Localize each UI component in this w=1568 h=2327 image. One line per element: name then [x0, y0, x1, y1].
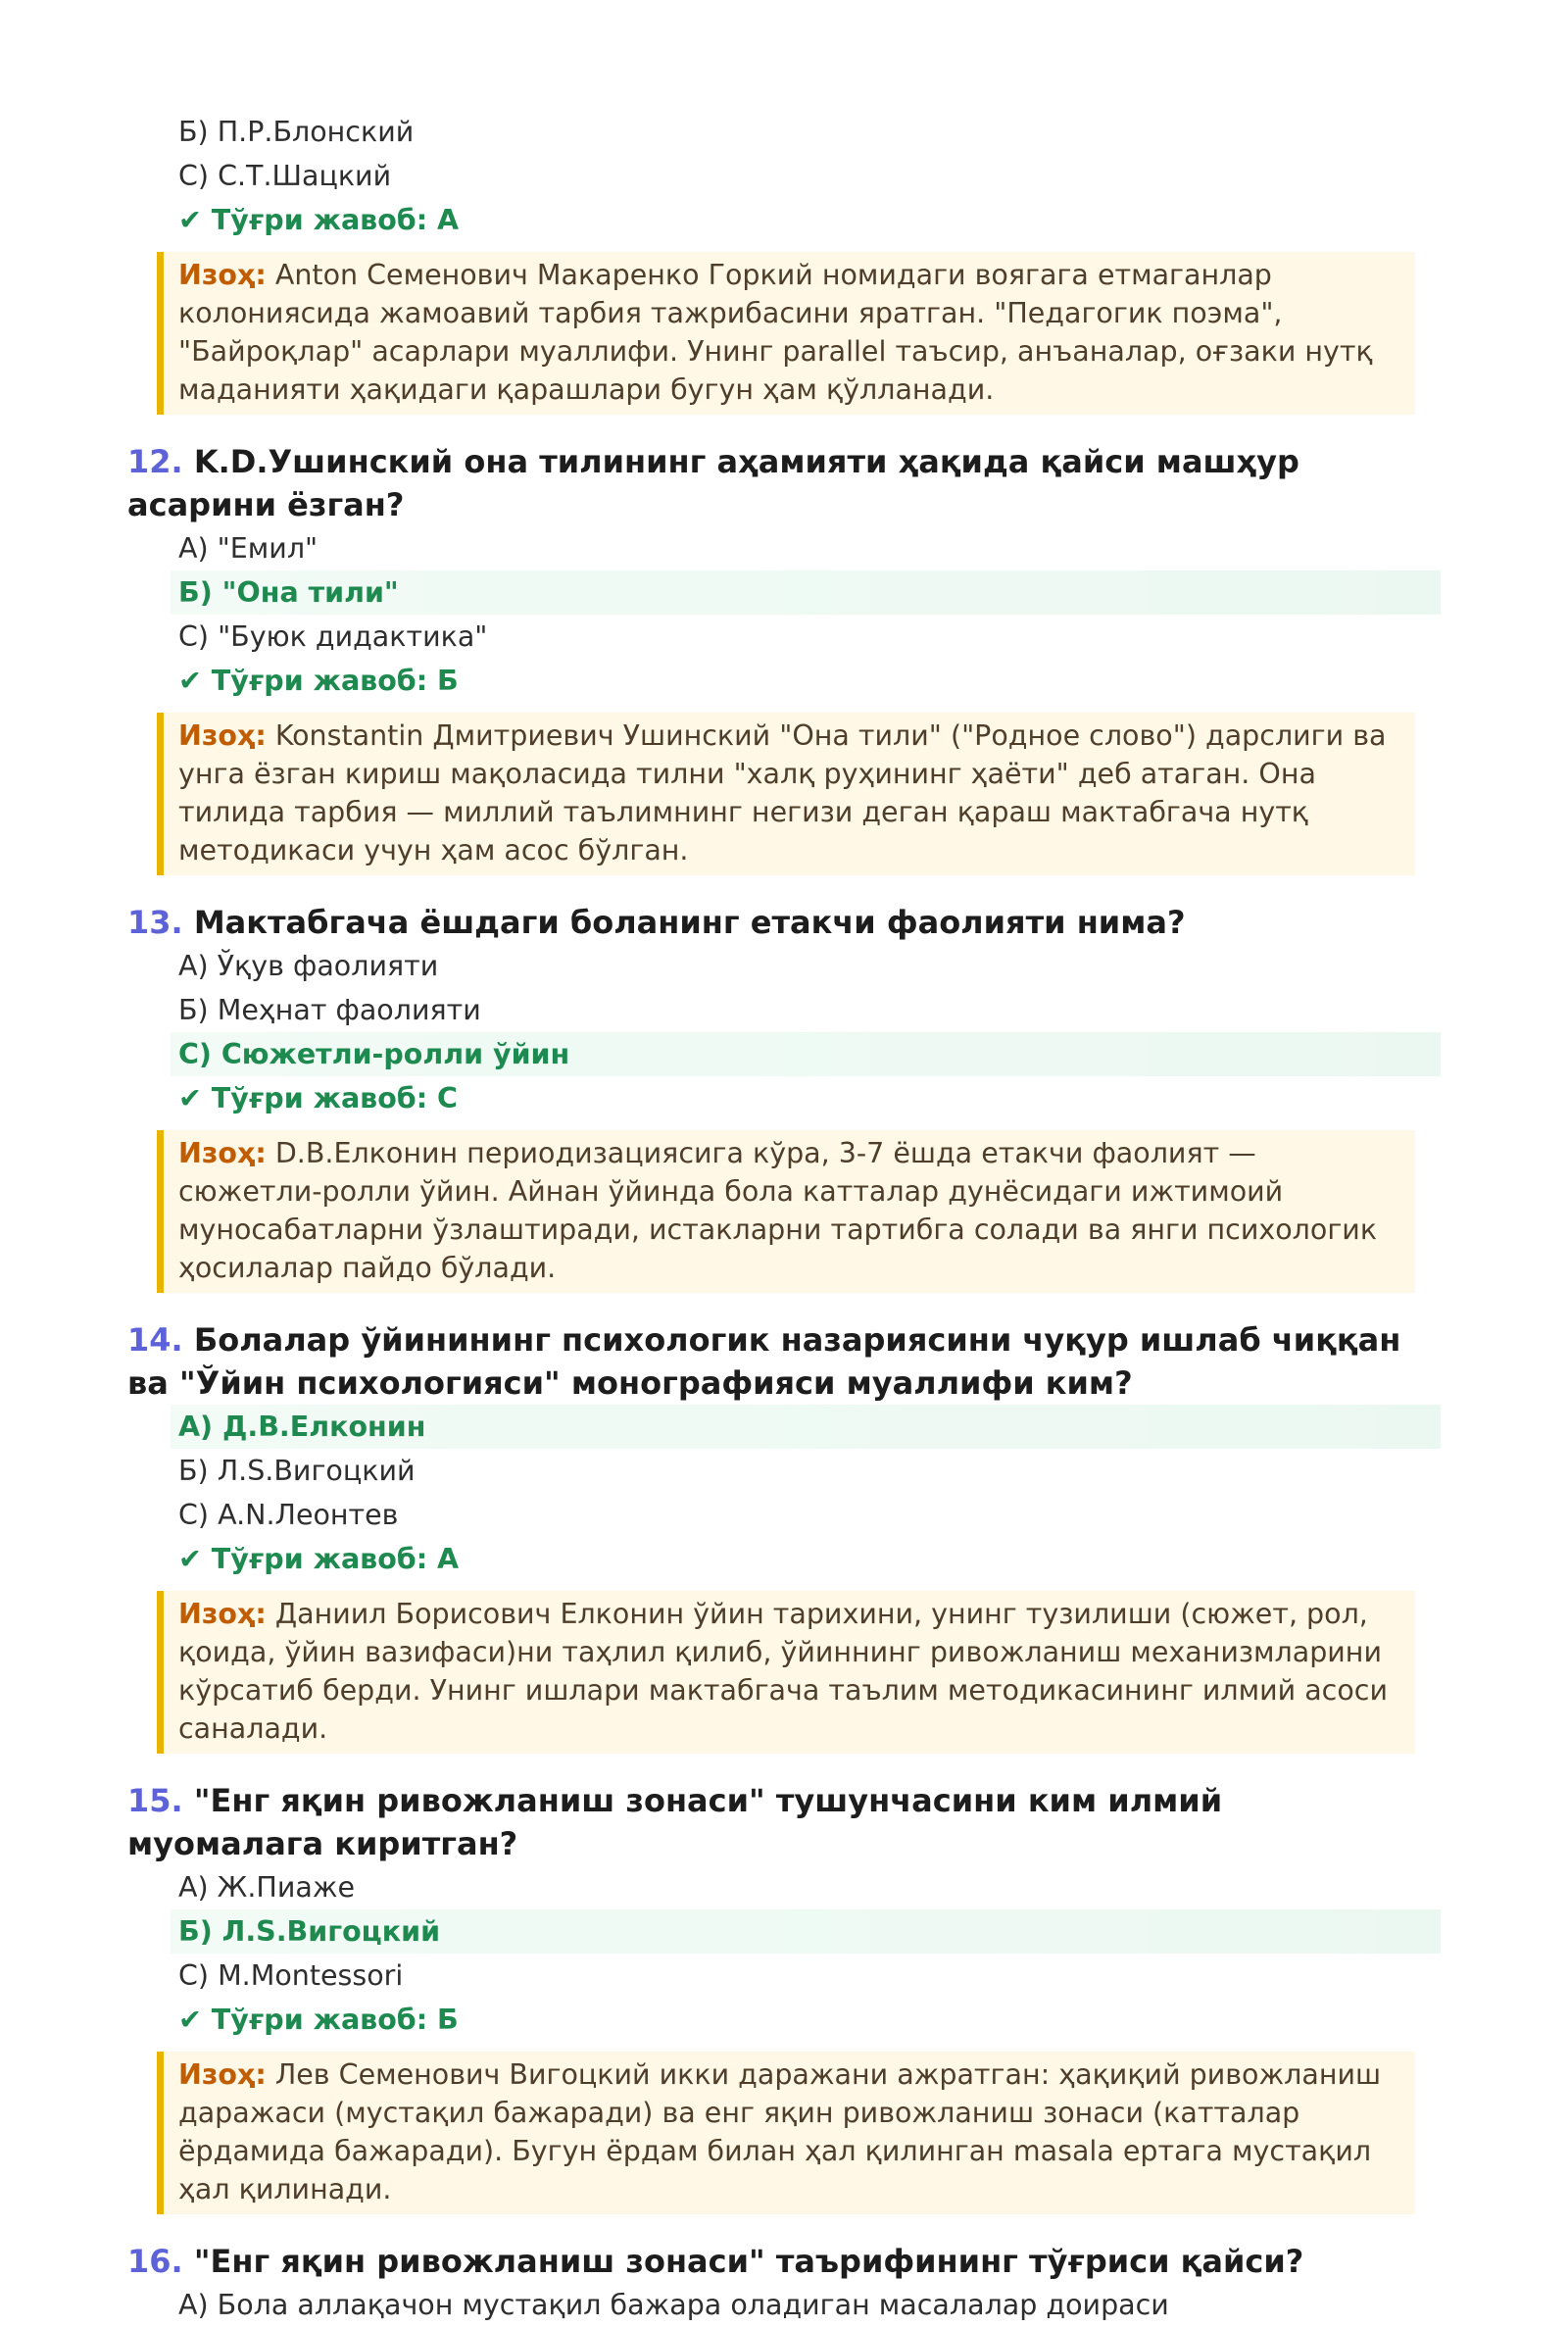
explanation-text: Даниил Борисович Елконин ўйин тарихини, унинг тузилиши (сюжет, рол, қоида, ўйин вазифаси)ни таҳлил қилиб, ўйиннинг ривожланиш механизмларини кўрсатиб берди. Унинг ишлари мактабгача таълим методикасининг илмий асоси саналади.	[178, 1598, 1388, 1745]
explanation-label: Изоҳ:	[178, 1598, 267, 1630]
question-title	[127, 440, 1401, 526]
question-title	[127, 2240, 1401, 2283]
explanation-label: Изоҳ:	[178, 259, 267, 291]
option-a: А) Ўқув фаолияти	[178, 950, 439, 982]
correct-answer-line: ✔ Тўғри жавоб: А	[178, 1543, 460, 1575]
question-number: 15.	[127, 1782, 183, 1819]
option-a: А) Бола аллақачон мустақил бажара оладиган масалалар доираси	[178, 2289, 1169, 2321]
option-a: А) Ж.Пиаже	[178, 1871, 356, 1904]
correct-answer-line: ✔ Тўғри жавоб: Б	[178, 665, 459, 697]
option-b-correct: Б) "Она тили"	[171, 570, 1441, 615]
option-a: А) "Емил"	[178, 532, 318, 565]
quiz-page	[127, 110, 1441, 2327]
question-title	[127, 901, 1401, 944]
question-title	[127, 1779, 1401, 1865]
question-block-13	[127, 901, 1441, 1293]
option-c: С) M.Montessori	[178, 1959, 404, 1992]
question-number: 16.	[127, 2243, 183, 2280]
question-block-12	[127, 440, 1441, 875]
question-title	[127, 1318, 1401, 1405]
question-text: Мактабгача ёшдаги боланинг етакчи фаолияти нима?	[193, 904, 1186, 941]
option-b: Б) П.Р.Блонский	[178, 116, 415, 148]
option-c: С) С.Т.Шацкий	[178, 160, 392, 192]
question-block-14	[127, 1318, 1441, 1754]
option-c: С) A.N.Леонтев	[178, 1499, 399, 1531]
explanation-box	[157, 252, 1415, 415]
explanation-label: Изоҳ:	[178, 719, 267, 752]
question-number: 13.	[127, 904, 183, 941]
question-text: Болалар ўйинининг психологик назариясини чуқур ишлаб чиққан ва "Ўйин психологияси" монографияси муаллифи ким?	[127, 1321, 1401, 1402]
option-b: Б) Л.S.Вигоцкий	[178, 1455, 416, 1487]
option-b-correct: Б) Л.S.Вигоцкий	[171, 1909, 1441, 1954]
explanation-box	[157, 1130, 1415, 1293]
correct-answer-line: ✔ Тўғри жавоб: Б	[178, 2004, 459, 2036]
question-number: 12.	[127, 443, 183, 480]
correct-answer-line: ✔ Тўғри жавоб: С	[178, 1082, 458, 1114]
correct-answer-line: ✔ Тўғри жавоб: А	[178, 204, 460, 236]
explanation-text: D.B.Елконин периодизациясига кўра, 3-7 ёшда етакчи фаолият — сюжетли-ролли ўйин. Айнан ўйинда бола катталар дунёсидаги ижтимоий муносабатларни ўзлаштиради, истакларни тартибга солади ва янги психологик ҳосилалар пайдо бўлади.	[178, 1137, 1378, 1284]
option-c: С) "Буюк дидактика"	[178, 620, 488, 653]
explanation-text: Konstantin Дмитриевич Ушинский "Она тили" ("Родное слово") дарслиги ва унга ёзган кириш мақоласида тилни "халқ руҳининг ҳаёти" деб атаган. Она тилида тарбия — миллий таълимнинг негизи деган қараш мактабгача нутқ методикаси учун ҳам асос бўлган.	[178, 719, 1387, 866]
question-text: "Енг яқин ривожланиш зонаси" таърифининг тўғриси қайси?	[193, 2243, 1304, 2280]
explanation-box	[157, 1591, 1415, 1754]
question-block-16	[127, 2240, 1441, 2327]
explanation-box	[157, 713, 1415, 875]
explanation-label: Изоҳ:	[178, 2058, 267, 2091]
explanation-text: Лев Семенович Вигоцкий икки даражани ажратган: ҳақиқий ривожланиш даражаси (мустақил бажаради) ва енг яқин ривожланиш зонаси (катталар ёрдамида бажаради). Бугун ёрдам билан ҳал қилинган masala ертага мустақил ҳал қилинади.	[178, 2058, 1382, 2205]
option-b: Б) Меҳнат фаолияти	[178, 994, 481, 1026]
question-block-15	[127, 1779, 1441, 2214]
question-block-11	[127, 110, 1441, 415]
option-a-correct: А) Д.В.Елконин	[171, 1405, 1441, 1449]
option-c-correct: С) Сюжетли-ролли ўйин	[171, 1032, 1441, 1076]
question-text: K.D.Ушинский она тилининг аҳамияти ҳақида қайси машҳур асарини ёзган?	[127, 443, 1299, 523]
question-text: "Енг яқин ривожланиш зонаси" тушунчасини ким илмий муомалага киритган?	[127, 1782, 1223, 1862]
explanation-text: Anton Семенович Макаренко Горкий номидаги воягага етмаганлар колониясида жамоавий тарбия тажрибасини яратган. "Педагогик поэма", "Байроқлар" асарлари муаллифи. Унинг parallel таъсир, анъаналар, оғзаки нутқ маданияти ҳақидаги қарашлари бугун ҳам қўлланади.	[178, 259, 1373, 406]
explanation-label: Изоҳ:	[178, 1137, 267, 1169]
question-number: 14.	[127, 1321, 183, 1359]
explanation-box	[157, 2052, 1415, 2214]
